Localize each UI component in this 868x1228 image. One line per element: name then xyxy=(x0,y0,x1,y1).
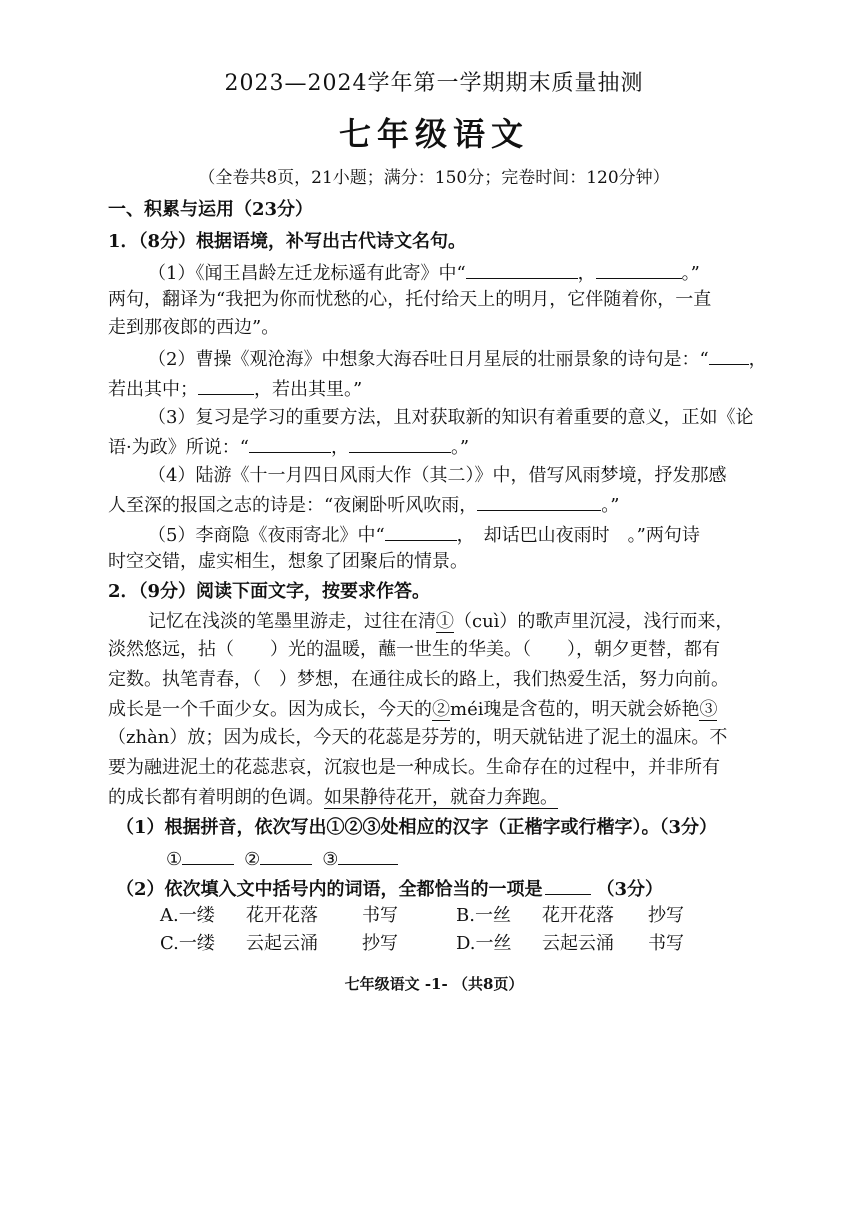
q1-item-4: （4）陆游《十一月四日风雨大作（其二）》中，借写风雨梦境，抒发那感 xyxy=(148,465,727,486)
passage-text: méi瑰是含苞的，明天就会娇艳 xyxy=(450,699,700,720)
answer-blank[interactable] xyxy=(338,846,398,865)
q1-item-4-text: 人至深的报国之志的诗是：“夜阑卧听风吹雨， xyxy=(108,495,478,516)
option-phrase: 花开花落 xyxy=(542,905,614,926)
q1-item-1-text: 。” xyxy=(681,263,700,284)
passage-line xyxy=(148,610,733,634)
underlined-sentence: 如果静待花开，就奋力奔跑。 xyxy=(324,787,558,808)
passage-line xyxy=(108,698,717,722)
q1-item-3-text: ， xyxy=(330,437,349,458)
sub-question-2 xyxy=(116,876,663,902)
answer-label-3: ③ xyxy=(322,849,339,870)
q1-item-2-text: ， xyxy=(748,349,767,370)
q1-item-4-cont xyxy=(108,492,619,518)
q1-item-3-cont xyxy=(108,434,469,460)
answer-blank[interactable] xyxy=(249,434,331,453)
exam-title: 2023—2024学年第一学期期末质量抽测 xyxy=(224,71,644,96)
answer-blank[interactable] xyxy=(385,522,457,541)
answer-blank[interactable] xyxy=(596,260,682,279)
passage-line: 淡然悠远，拈（ ）光的温暖，蘸一世生的华美。（ ），朝夕更替，都有 xyxy=(108,639,720,660)
option-label: B.一丝 xyxy=(456,905,511,926)
q1-item-1-translation: 两句，翻译为“我把为你而忧愁的心，托付给天上的明月，它伴随着你，一直 xyxy=(108,289,712,310)
q1-item-5-text: （5）李商隐《夜雨寄北》中“ xyxy=(148,525,385,546)
sub-question-1: （1）根据拼音，依次写出①②③处相应的汉字（正楷字或行楷字）。（3分） xyxy=(116,817,718,838)
sub-question-1-answers xyxy=(166,846,398,872)
q1-item-2-text: 若出其中； xyxy=(108,379,198,400)
option-phrase: 云起云涌 xyxy=(246,933,318,954)
passage-line: （zhàn）放；因为成长，今天的花蕊是芬芳的，明天就钻进了泥土的温床。不 xyxy=(108,727,728,748)
answer-blank[interactable] xyxy=(260,846,312,865)
option-label: D.一丝 xyxy=(456,933,512,954)
answer-blank[interactable] xyxy=(349,434,451,453)
option-phrase: 云起云涌 xyxy=(542,933,614,954)
option-verb: 书写 xyxy=(648,933,684,954)
passage-line: 定数。执笔青春，（ ）梦想，在通往成长的路上，我们热爱生活，努力向前。 xyxy=(108,669,729,690)
answer-label-2: ② xyxy=(244,849,261,870)
q1-item-3-text: 语·为政》所说：“ xyxy=(108,437,249,458)
passage-line: 要为融进泥土的花蕊悲哀，沉寂也是一种成长。生命存在的过程中，并非所有 xyxy=(108,757,720,778)
option-label: C.一缕 xyxy=(160,933,215,954)
q1-item-3-text: 。” xyxy=(450,437,470,458)
q1-item-2 xyxy=(148,346,767,372)
page-footer: 七年级语文 -1- （共8页） xyxy=(344,975,524,993)
q1-item-5 xyxy=(148,522,700,548)
q1-item-2-text: ，若出其里。” xyxy=(254,379,363,400)
passage-text: 成长是一个千面少女。因为成长，今天的 xyxy=(108,699,432,720)
answer-blank[interactable] xyxy=(545,876,591,895)
sub-question-2-text: （2）依次填入文中括号内的词语，全都恰当的一项是 xyxy=(116,879,543,900)
option-verb: 抄写 xyxy=(648,905,684,926)
answer-blank[interactable] xyxy=(182,846,234,865)
marker-3: ③ xyxy=(699,699,718,720)
q1-item-3: （3）复习是学习的重要方法，且对获取新的知识有着重要的意义，正如《论 xyxy=(148,407,754,428)
answer-blank[interactable] xyxy=(477,492,601,511)
option-phrase: 花开花落 xyxy=(246,905,318,926)
exam-info: （全卷共8页，21小题；满分：150分；完卷时间：120分钟） xyxy=(198,168,670,188)
q1-item-5-text: ， 却话巴山夜雨时 。”两句诗 xyxy=(456,525,700,546)
answer-blank[interactable] xyxy=(198,376,254,395)
subject-title: 七年级语文 xyxy=(338,115,529,153)
passage-text: 的成长都有着明朗的色调。 xyxy=(108,787,324,808)
q1-item-1 xyxy=(148,260,700,286)
q1-item-4-text: 。” xyxy=(601,495,620,516)
answer-blank[interactable] xyxy=(709,346,749,365)
question-1-title: 1．（8分）根据语境，补写出古代诗文名句。 xyxy=(108,231,467,252)
q1-item-1-text: ， xyxy=(577,263,596,284)
q1-item-1-text: （1）《闻王昌龄左迁龙标遥有此寄》中“ xyxy=(148,263,466,284)
passage-text: （cuì）的歌声里沉浸，浅行而来， xyxy=(454,611,734,632)
q1-item-5-cont: 时空交错，虚实相生，想象了团聚后的情景。 xyxy=(108,551,468,572)
answer-label-1: ① xyxy=(166,849,183,870)
marker-1: ① xyxy=(436,611,454,632)
option-verb: 抄写 xyxy=(362,933,398,954)
sub-question-2-text: （3分） xyxy=(596,879,664,900)
question-2-title: 2．（9分）阅读下面文字，按要求作答。 xyxy=(108,581,431,602)
q1-item-2-text: （2）曹操《观沧海》中想象大海吞吐日月星辰的壮丽景象的诗句是：“ xyxy=(148,349,709,370)
q1-item-1-translation-end: 走到那夜郎的西边”。 xyxy=(108,317,280,338)
marker-2: ② xyxy=(432,699,450,720)
option-label: A.一缕 xyxy=(160,905,215,926)
answer-blank[interactable] xyxy=(466,260,578,279)
passage-line xyxy=(108,786,558,810)
section-heading: 一、积累与运用（23分） xyxy=(108,199,314,220)
option-verb: 书写 xyxy=(362,905,398,926)
passage-text: 记忆在浅淡的笔墨里游走，过往在清 xyxy=(148,611,436,632)
q1-item-2-cont xyxy=(108,376,362,402)
